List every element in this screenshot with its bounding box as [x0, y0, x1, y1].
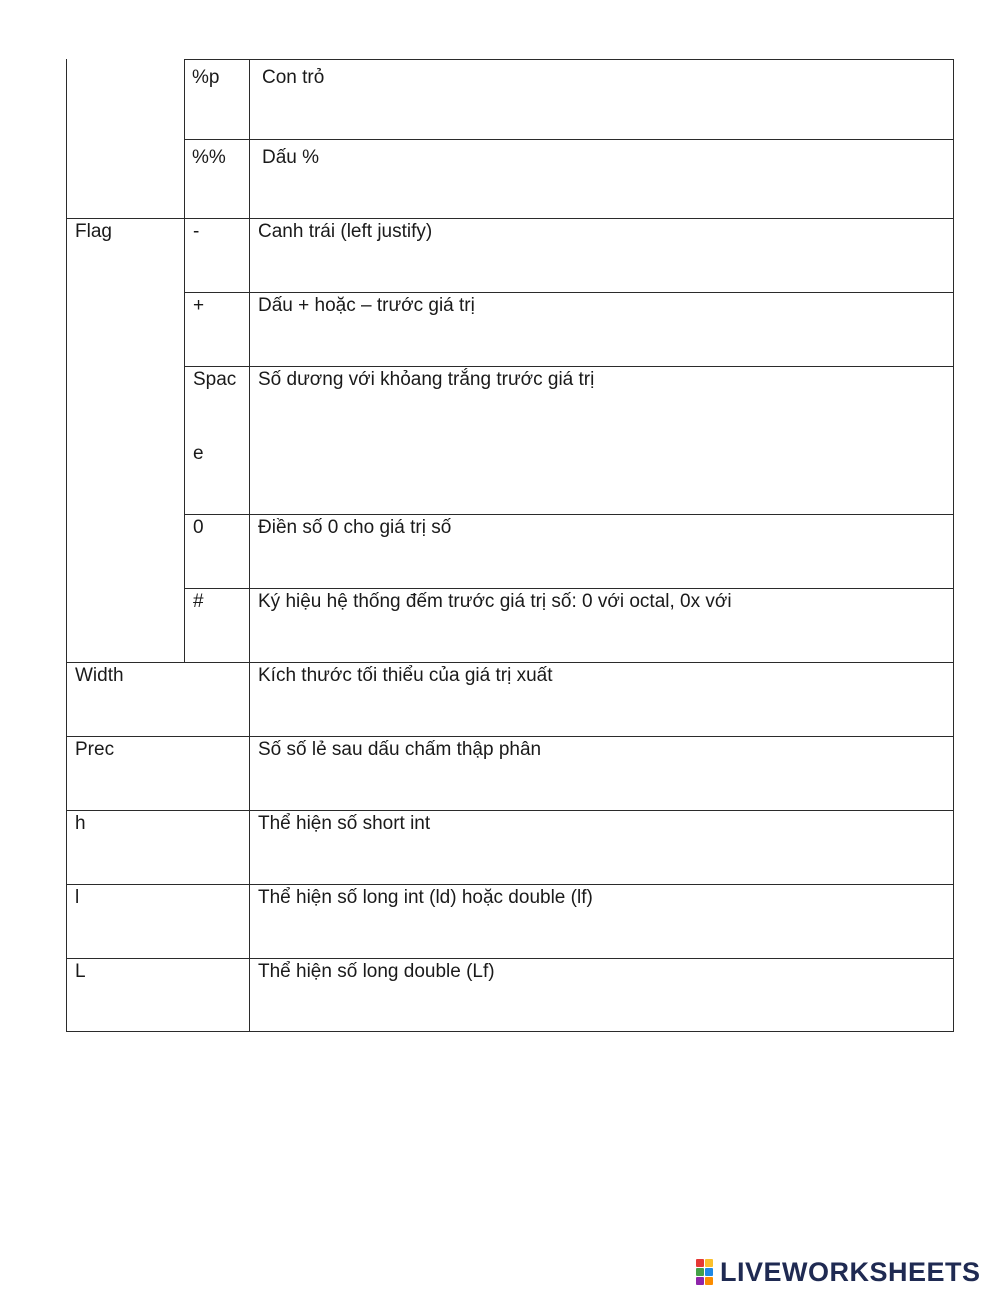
row-divider: [184, 588, 954, 589]
description-cell: Thể hiện số long int (ld) hoặc double (lf): [258, 887, 593, 908]
column-divider-description: [249, 59, 250, 1032]
row-divider: [66, 662, 954, 663]
description-cell: Điền số 0 cho giá trị số: [258, 517, 452, 538]
description-cell: Canh trái (left justify): [258, 221, 433, 242]
row-divider: [184, 292, 954, 293]
description-cell: Dấu %: [262, 147, 320, 168]
group-cell: h: [75, 813, 86, 834]
row-divider: [66, 810, 954, 811]
row-divider: [184, 366, 954, 367]
logo-square: [696, 1259, 704, 1267]
spec-cell: #: [193, 591, 204, 612]
logo-square: [696, 1277, 704, 1285]
table-border-bottom: [66, 1031, 954, 1032]
row-divider: [184, 139, 954, 140]
row-divider: [66, 218, 954, 219]
logo-square: [705, 1277, 713, 1285]
description-cell: Thể hiện số long double (Lf): [258, 961, 495, 982]
description-cell: Kích thước tối thiểu của giá trị xuất: [258, 665, 553, 686]
group-cell: Flag: [75, 221, 112, 242]
liveworksheets-logo-icon: [696, 1259, 714, 1285]
spec-cell-continued: e: [193, 443, 204, 464]
description-cell: Số dương với khỏang trắng trước giá trị: [258, 369, 595, 390]
group-cell: L: [75, 961, 86, 982]
spec-cell: -: [193, 221, 200, 242]
liveworksheets-logo-text: LIVEWORKSHEETS: [720, 1256, 981, 1287]
logo-square: [705, 1268, 713, 1276]
group-cell: Prec: [75, 739, 115, 760]
spec-cell: Spac: [193, 369, 237, 390]
description-cell: Dấu + hoặc – trước giá trị: [258, 295, 475, 316]
description-cell: Số số lẻ sau dấu chấm thập phân: [258, 739, 542, 760]
description-cell: Thể hiện số short int: [258, 813, 431, 834]
table-border-right: [953, 59, 954, 1032]
row-divider: [66, 736, 954, 737]
row-divider: [66, 958, 954, 959]
liveworksheets-logo: [696, 1258, 981, 1286]
row-divider: [184, 514, 954, 515]
logo-square: [705, 1259, 713, 1267]
spec-cell: %p: [192, 67, 220, 88]
spec-cell: %%: [192, 147, 226, 168]
description-cell: Con trỏ: [262, 67, 325, 88]
description-cell: Ký hiệu hệ thống đếm trước giá trị số: 0 với octal, 0x với: [258, 591, 732, 612]
group-cell: Width: [75, 665, 124, 686]
group-cell: l: [75, 887, 80, 908]
logo-square: [696, 1268, 704, 1276]
spec-cell: +: [193, 295, 205, 316]
table-border-top: [184, 59, 954, 60]
spec-cell: 0: [193, 517, 204, 538]
table-border-left: [66, 59, 67, 1032]
column-divider-group: [184, 59, 185, 663]
row-divider: [66, 884, 954, 885]
